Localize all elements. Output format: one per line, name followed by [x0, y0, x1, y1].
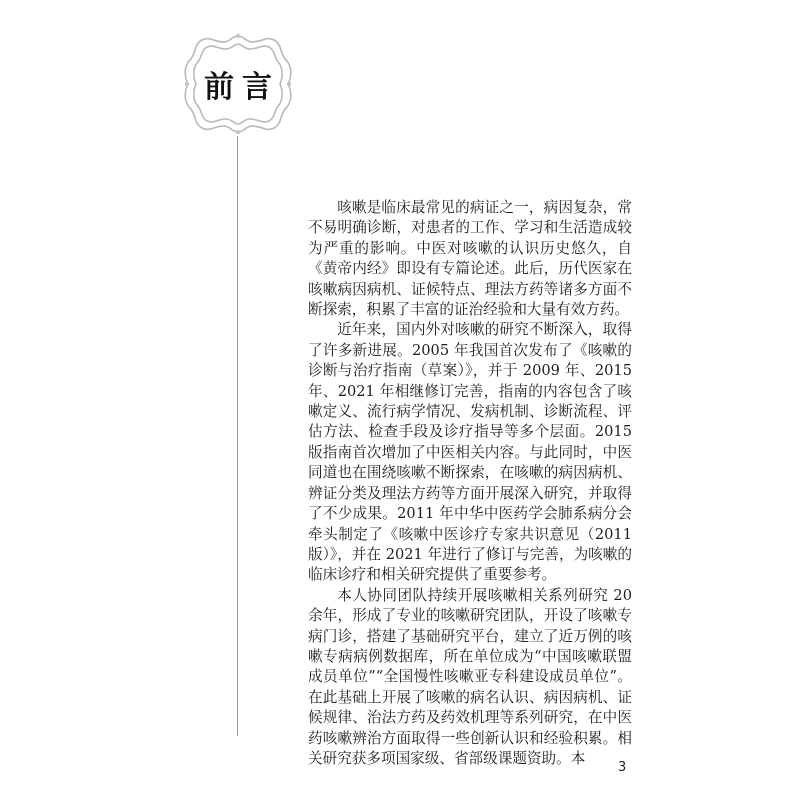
- page-number: 3: [618, 760, 627, 775]
- paragraph-1: 咳嗽是临床最常见的病证之一，病因复杂，常不易明确诊断，对患者的工作、学习和生活造成较为严重的影响。中医对咳嗽的认识历史悠久，自《黄帝内经》即设有专篇论述。此后，历代医家在咳嗽病因病机、证候特点、理法方药等诸多方面不断探索，积累了丰富的证治经验和大量有效方药。: [308, 199, 632, 319]
- body-text: [308, 198, 632, 769]
- vertical-divider: [237, 136, 238, 736]
- paragraph-3: 本人协同团队持续开展咳嗽相关系列研究 20 余年，形成了专业的咳嗽研究团队，开设了咳嗽专病门诊，搭建了基础研究平台，建立了近万例的咳嗽专病病例数据库，所在单位成为“中国咳嗽联盟成员单位”“全国慢性咳嗽亚专科建设成员单位”。在此基础上开展了咳嗽的病名认识、病因病机、证候规律、治法方药及药效机理等系列研究，在中医药咳嗽辨治方面取得一些创新认识和经验积累。相关研究获多项国家级、省部级课题资助。本: [308, 586, 632, 767]
- section-title: 前言: [204, 70, 280, 105]
- paragraph-2: 近年来，国内外对咳嗽的研究不断深入，取得了许多新进展。2005 年我国首次发布了《咳嗽的诊断与治疗指南（草案）》，并于 2009 年、2015 年、2021 年相继修订完善，指南的内容包含了咳嗽定义、流行病学情况、发病机制、诊断流程、评估方法、检查手段及诊疗指导等多个层面。2015 版指南首次增加了中医相关内容。与此同时，中医同道也在围绕咳嗽不断探索，在咳嗽的病因病机、辨证分类及理法方药等方面开展深入研究，并取得了不少成果。2011 年中华中医药学会肺系病分会牵头制定了《咳嗽中医诊疗专家共识意见（2011 版）》，并在 2021 年进行了修订与完善，为咳嗽的临床诊疗和相关研究提供了重要参考。: [308, 321, 632, 584]
